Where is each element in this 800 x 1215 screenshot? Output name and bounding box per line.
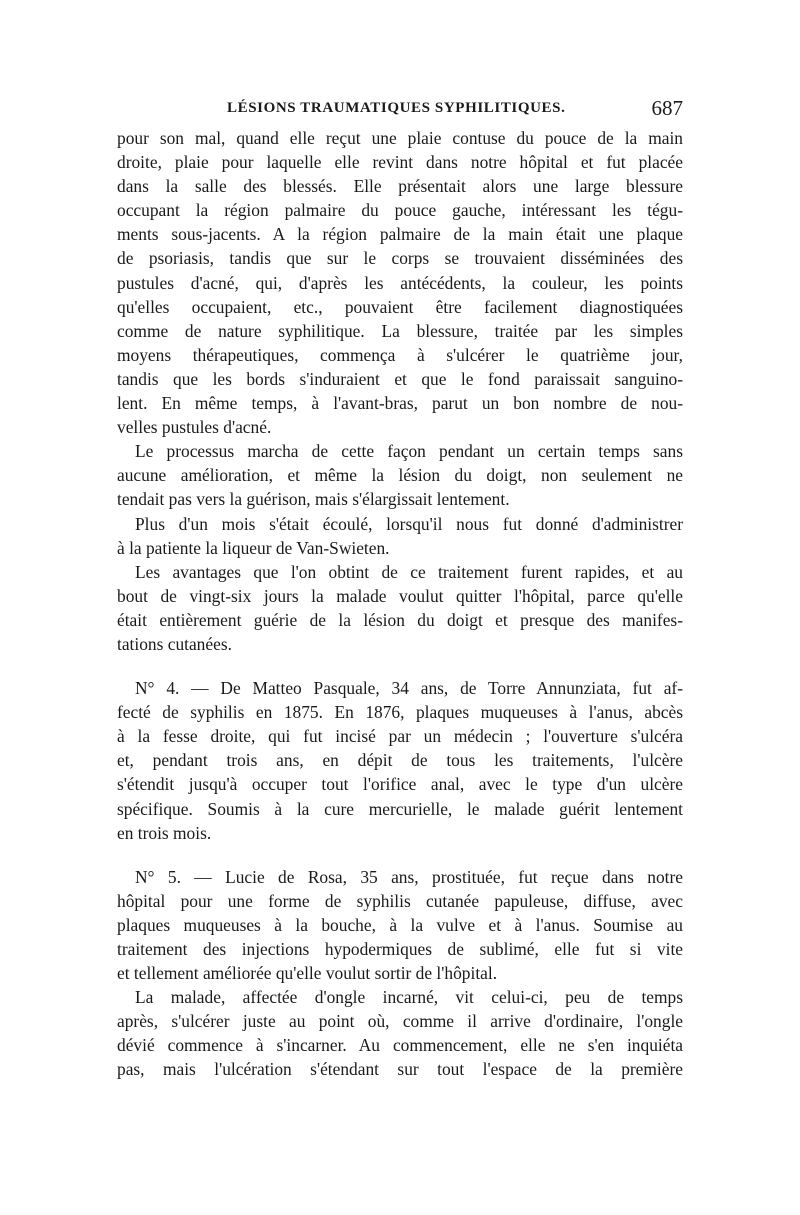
text-line: comme de nature syphilitique. La blessure, traitée par les simples xyxy=(117,320,683,341)
page-number: 687 xyxy=(651,96,683,120)
text-line: velles pustules d'acné. xyxy=(117,417,272,438)
text-line: de psoriasis, tandis que sur le corps se trouvaient disséminées des xyxy=(117,248,683,269)
text-line: hôpital pour une forme de syphilis cutanée papuleuse, diffuse, avec xyxy=(117,890,683,911)
section-gap xyxy=(117,656,683,676)
text-line: bout de vingt-six jours la malade voulut quitter l'hôpital, parce qu'elle xyxy=(117,585,683,606)
text-line: Le processus marcha de cette façon pendant un certain temps sans xyxy=(135,441,683,462)
text-line: dans la salle des blessés. Elle présentait alors une large blessure xyxy=(117,176,683,197)
text-line: lent. En même temps, à l'avant-bras, parut un bon nombre de nou- xyxy=(117,393,683,414)
case-4 xyxy=(117,676,683,845)
case-5 xyxy=(117,865,683,985)
body-text xyxy=(117,126,683,1082)
text-line: était entièrement guérie de la lésion du doigt et presque des manifes- xyxy=(117,609,683,630)
text-line: spécifique. Soumis à la cure mercurielle, le malade guérit lentement xyxy=(117,798,683,819)
section-gap xyxy=(117,845,683,865)
text-line: Les avantages que l'on obtint de ce traitement furent rapides, et au xyxy=(135,561,683,582)
text-line: N° 4. — De Matteo Pasquale, 34 ans, de Torre Annunziata, fut af- xyxy=(135,678,683,699)
text-line: occupant la région palmaire du pouce gauche, intéressant les tégu- xyxy=(117,200,683,221)
paragraph-treatment xyxy=(117,512,683,560)
running-head xyxy=(117,96,683,122)
text-line: aucune amélioration, et même la lésion du doigt, non seulement ne xyxy=(117,465,683,486)
text-line: traitement des injections hypodermiques de sublimé, elle fut si vite xyxy=(117,939,683,959)
paragraph-continuation xyxy=(117,126,683,439)
text-line: pour son mal, quand elle reçut une plaie contuse du pouce de la main xyxy=(117,128,683,148)
text-line: et, pendant trois ans, en dépit de tous les traitements, l'ulcère xyxy=(117,750,683,771)
text-line: N° 5. — Lucie de Rosa, 35 ans, prostituée, fut reçue dans notre xyxy=(135,866,683,887)
paragraph-process xyxy=(117,439,683,511)
text-line: tendait pas vers la guérison, mais s'élargissait lentement. xyxy=(117,489,510,510)
text-line: tations cutanées. xyxy=(117,633,232,654)
text-line: après, s'ulcérer juste au point où, comme il arrive d'ordinaire, l'ongle xyxy=(117,1011,683,1032)
text-line: ments sous-jacents. A la région palmaire de la main était une plaque xyxy=(117,224,683,245)
text-line: pas, mais l'ulcération s'étendant sur tout l'espace de la première xyxy=(117,1059,683,1080)
text-line: tandis que les bords s'induraient et que le fond paraissait sanguino- xyxy=(117,368,683,389)
paragraph-ingrown-nail xyxy=(117,985,683,1081)
text-line: et tellement améliorée qu'elle voulut sortir de l'hôpital. xyxy=(117,963,498,984)
text-line: s'étendit jusqu'à occuper tout l'orifice anal, avec le type d'un ulcère xyxy=(117,774,683,795)
text-line: droite, plaie pour laquelle elle revint dans notre hôpital et fut placée xyxy=(117,152,683,173)
text-line: dévié commence à s'incarner. Au commencement, elle ne s'en inquiéta xyxy=(117,1035,683,1056)
running-title: LÉSIONS TRAUMATIQUES SYPHILITIQUES. xyxy=(227,100,566,116)
text-line: pustules d'acné, qui, d'après les antécédents, la couleur, les points xyxy=(117,272,683,293)
text-line: plaques muqueuses à la bouche, à la vulve et à l'anus. Soumise au xyxy=(117,914,683,935)
text-line: qu'elles occupaient, etc., pouvaient être facilement diagnostiquées xyxy=(117,296,683,317)
text-line: La malade, affectée d'ongle incarné, vit celui-ci, peu de temps xyxy=(135,987,683,1008)
text-line: Plus d'un mois s'était écoulé, lorsqu'il nous fut donné d'administrer xyxy=(135,513,683,534)
paragraph-results xyxy=(117,560,683,656)
text-line: à la patiente la liqueur de Van-Swieten. xyxy=(117,537,390,558)
text-line: à la fesse droite, qui fut incisé par un médecin ; l'ouverture s'ulcéra xyxy=(117,726,683,747)
text-line: fecté de syphilis en 1875. En 1876, plaques muqueuses à l'anus, abcès xyxy=(117,702,683,723)
text-line: moyens thérapeutiques, commença à s'ulcérer le quatrième jour, xyxy=(117,344,683,365)
text-line: en trois mois. xyxy=(117,822,212,843)
